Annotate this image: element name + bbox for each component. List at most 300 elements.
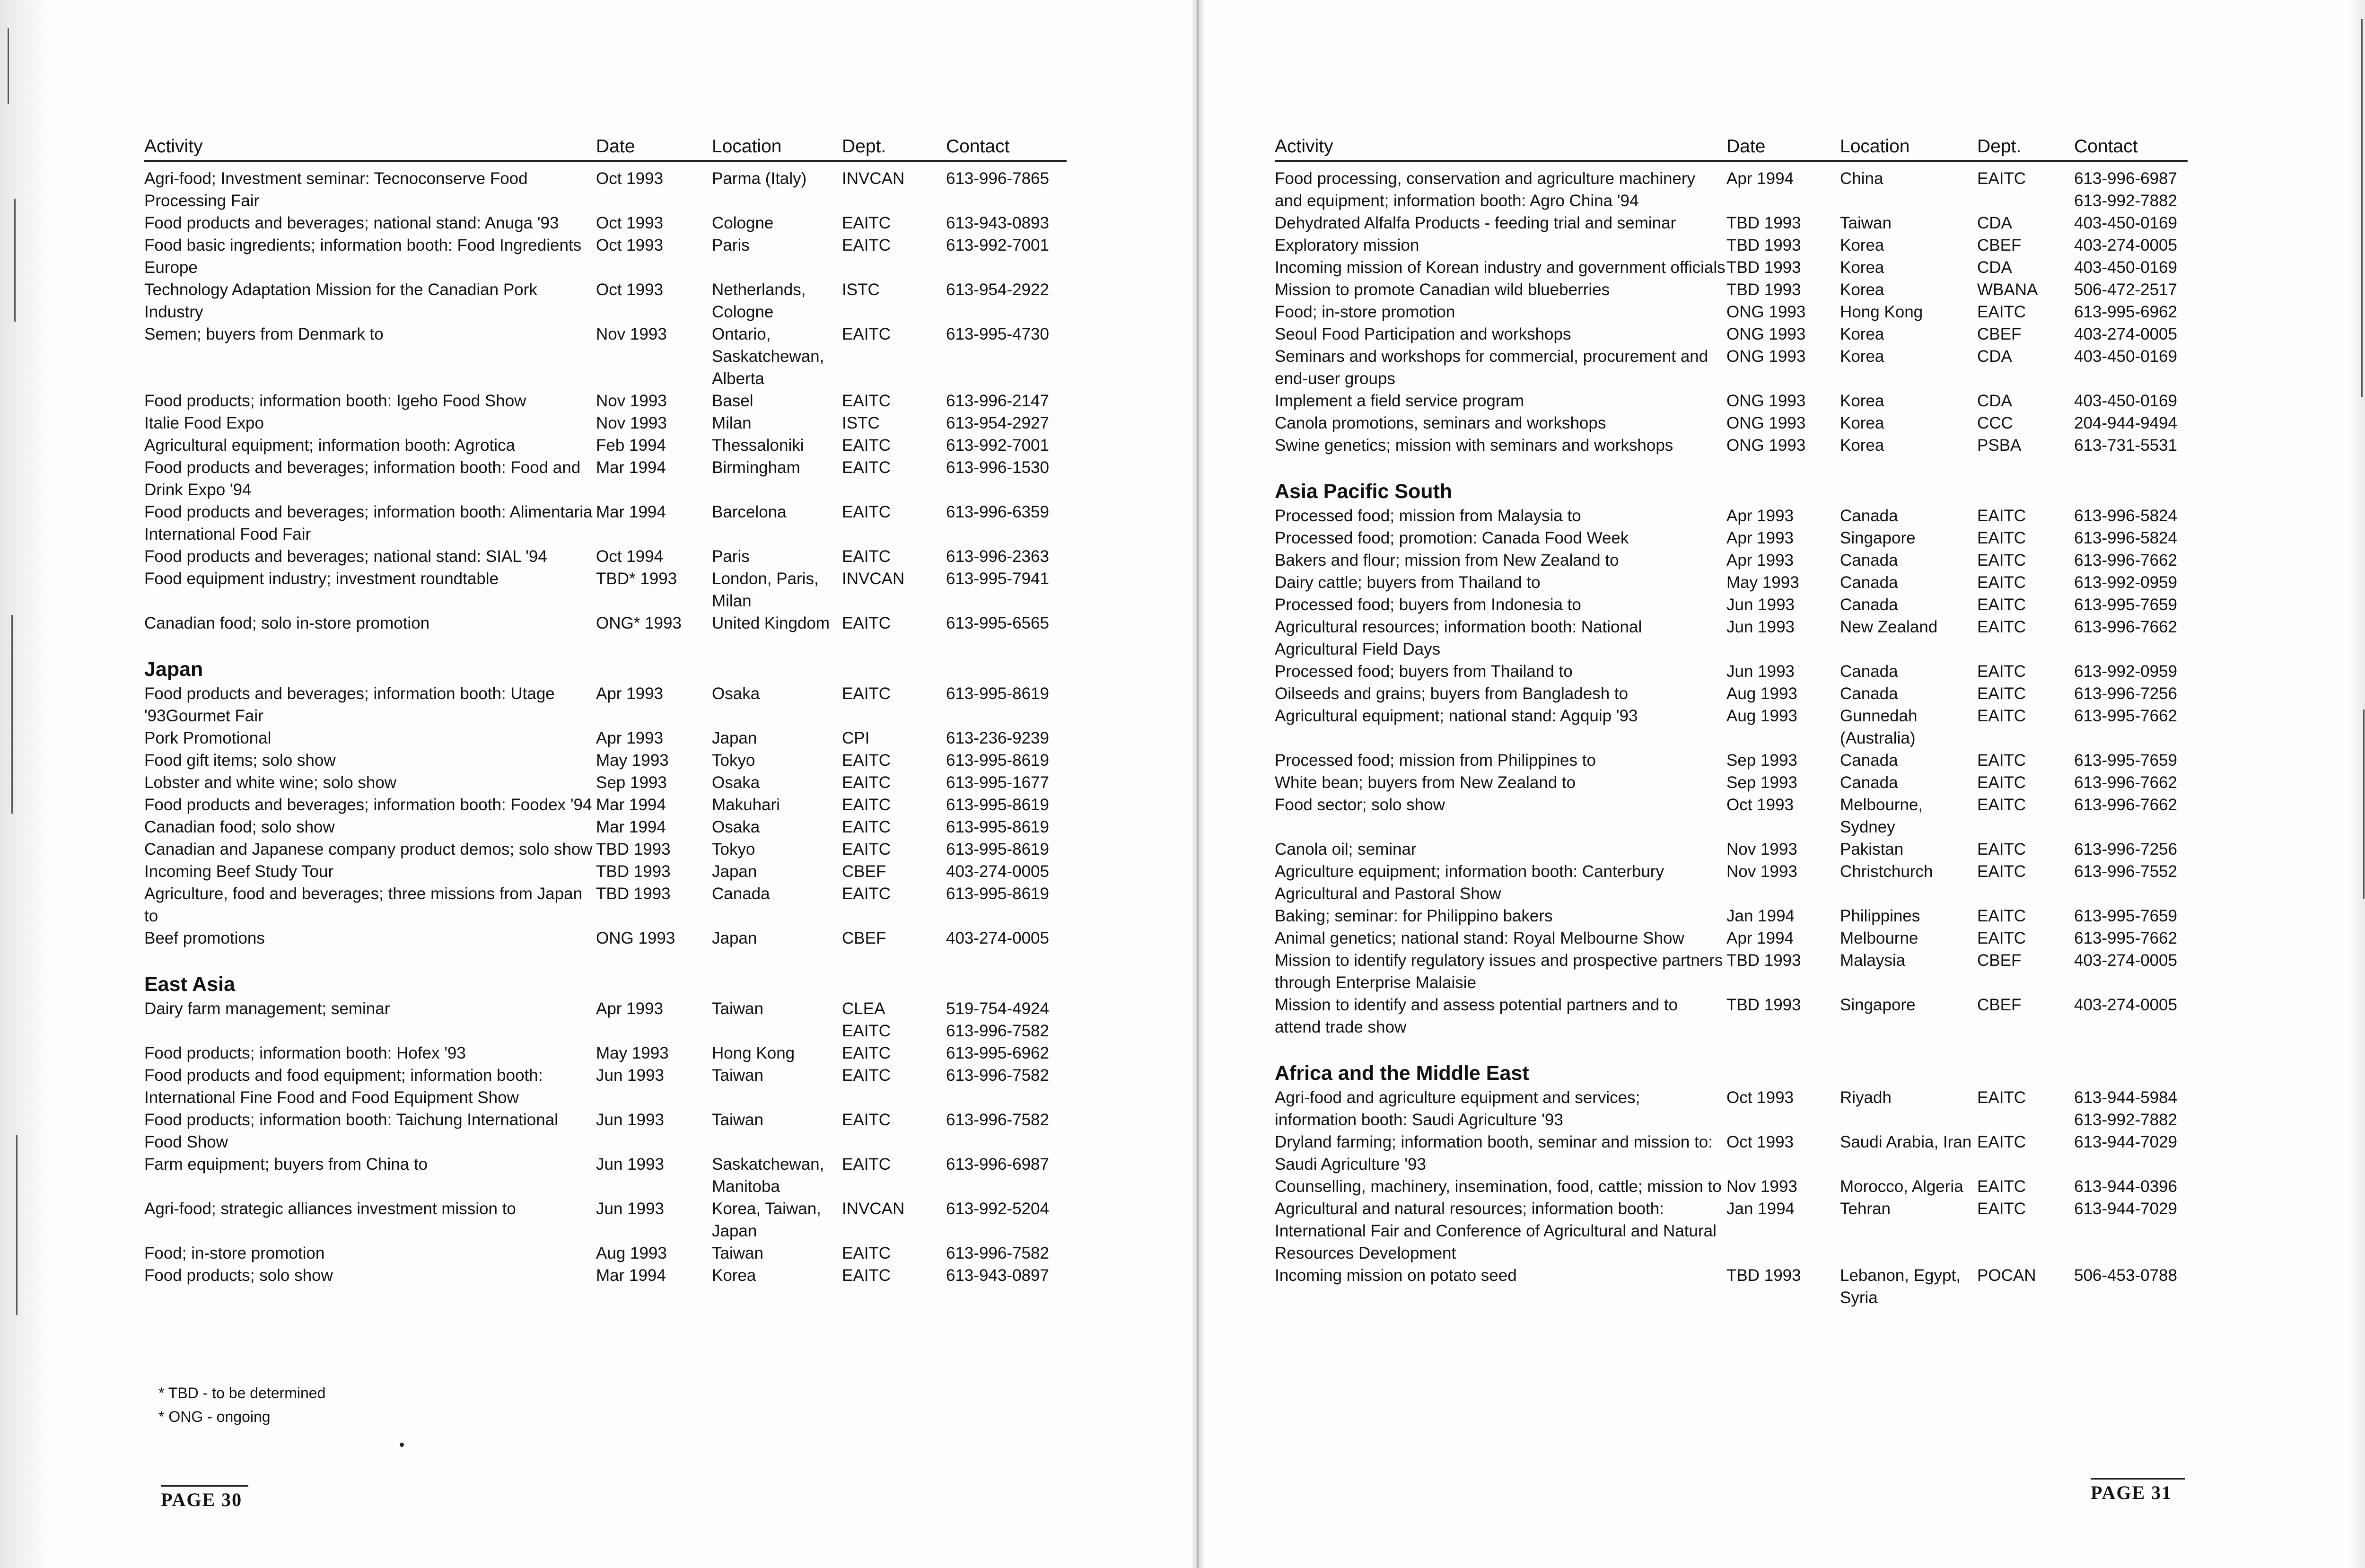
contact-cell: 613-996-7662 xyxy=(2074,796,2177,814)
dept-cell: EAITC xyxy=(1977,751,2026,770)
activity-cell: Canola oil; seminar xyxy=(1275,840,1417,858)
activity-cell: Agricultural equipment; information booth: Agrotica xyxy=(144,436,516,455)
dept-cell: EAITC xyxy=(842,614,891,632)
location-cell: Makuhari xyxy=(712,796,780,814)
activity-cell: Food sector; solo show xyxy=(1275,796,1445,814)
activity-cell: Animal genetics; national stand: Royal Melbourne Show xyxy=(1275,929,1684,947)
dept-cell: EAITC xyxy=(842,1066,891,1085)
activity-cell: Bakers and flour; mission from New Zealand to xyxy=(1275,551,1619,569)
dept-cell: EAITC xyxy=(842,1044,891,1062)
date-cell: TBD 1993 xyxy=(1726,996,1801,1014)
location-cell: Tokyo xyxy=(712,840,755,858)
location-cell: Korea, Taiwan, Japan xyxy=(712,1200,821,1240)
left-activity-table xyxy=(144,133,1067,1287)
dept-cell: CBEF xyxy=(1977,236,2022,254)
activity-cell: Agricultural equipment; national stand: Agquip '93 xyxy=(1275,707,1638,725)
table-row xyxy=(1275,1198,2188,1264)
activity-cell: Canadian food; solo in-store promotion xyxy=(144,614,430,632)
table-row xyxy=(144,545,1067,568)
contact-cell: 613-996-5824 xyxy=(2074,529,2177,547)
section-heading-row xyxy=(144,949,1067,998)
table-row xyxy=(1275,749,2188,771)
date-cell: TBD 1993 xyxy=(596,885,671,903)
page-number-left: PAGE 30 xyxy=(161,1485,248,1511)
contact-cell: 613-995-8619 xyxy=(946,885,1049,903)
date-cell: Apr 1993 xyxy=(596,729,664,747)
date-cell: Mar 1994 xyxy=(596,796,666,814)
date-cell: Jun 1993 xyxy=(596,1200,665,1218)
table-row xyxy=(1275,412,2188,434)
dept-cell: EAITC xyxy=(1977,907,2026,925)
dept-cell: CDA xyxy=(1977,347,2012,366)
dept-cell: EAITC xyxy=(1977,529,2026,547)
activity-cell: Processed food; buyers from Thailand to xyxy=(1275,662,1573,681)
date-cell: TBD 1993 xyxy=(596,862,671,881)
footnote-tbd: * TBD - to be determined xyxy=(158,1384,326,1402)
activity-cell: Agriculture equipment; information booth: Canterbury Agricultural and Pastoral Show xyxy=(1275,862,1664,903)
date-cell: TBD 1993 xyxy=(1726,951,1801,970)
table-row xyxy=(144,390,1067,412)
contact-cell: 613-996-7582 xyxy=(946,1244,1049,1262)
dept-cell: PSBA xyxy=(1977,436,2022,455)
section-heading: Japan xyxy=(144,658,203,681)
location-cell: Hong Kong xyxy=(1840,303,1923,321)
contact-cell: 403-274-0005 xyxy=(946,862,1049,881)
activity-cell: Agriculture, food and beverages; three missions from Japan to xyxy=(144,885,583,925)
activity-cell: Mission to identify and assess potential partners and to attend trade show xyxy=(1275,996,1678,1036)
location-cell: Singapore xyxy=(1840,529,1916,547)
contact-cell: 613-996-2147 xyxy=(946,392,1049,410)
date-cell: Apr 1994 xyxy=(1726,169,1794,188)
contact-cell: 613-954-2927 xyxy=(946,414,1049,432)
contact-cell: 613-996-5824 xyxy=(2074,507,2177,525)
activity-cell: Mission to identify regulatory issues and prospective partners through Enterprise Malaisie xyxy=(1275,951,1723,992)
contact-cell: 613-943-0897 xyxy=(946,1266,1049,1285)
table-row xyxy=(1275,505,2188,527)
date-cell: TBD* 1993 xyxy=(596,569,677,588)
location-cell: Japan xyxy=(712,929,757,947)
dept-cell: EAITC xyxy=(842,325,891,343)
contact-cell: 613-996-7552 xyxy=(2074,862,2177,881)
location-cell: Barcelona xyxy=(712,503,787,521)
table-row xyxy=(144,771,1067,794)
activity-cell: Canadian food; solo show xyxy=(144,818,335,836)
dept-cell: CBEF xyxy=(842,929,886,947)
activity-cell: Food products; information booth: Taichung International Food Show xyxy=(144,1111,558,1151)
dept-cell: EAITC xyxy=(1977,1200,2026,1218)
date-cell: Sep 1993 xyxy=(596,773,667,792)
contact-cell: 613-236-9239 xyxy=(946,729,1049,747)
table-row xyxy=(1275,390,2188,412)
date-cell: Mar 1994 xyxy=(596,1266,666,1285)
location-cell: Taiwan xyxy=(712,999,763,1018)
date-cell: Nov 1993 xyxy=(596,414,667,432)
contact-cell: 613-995-8619 xyxy=(946,684,1049,703)
date-cell: ONG 1993 xyxy=(1726,325,1806,343)
location-cell: United Kingdom xyxy=(712,614,830,632)
header-dept: Dept. xyxy=(842,133,946,161)
dept-cell: EAITC xyxy=(842,1111,891,1129)
location-cell: Melbourne, Sydney xyxy=(1840,796,1923,836)
date-cell: ONG 1993 xyxy=(1726,392,1806,410)
activity-cell: Food products and beverages; information booth: Utage '93Gourmet Fair xyxy=(144,684,555,725)
dept-cell: EAITC xyxy=(842,236,891,254)
header-dept: Dept. xyxy=(1977,133,2074,161)
date-cell: ONG* 1993 xyxy=(596,614,682,632)
date-cell: Oct 1993 xyxy=(1726,1133,1794,1151)
location-cell: Korea xyxy=(1840,236,1884,254)
contact-cell: 613-996-7256 xyxy=(2074,840,2177,858)
activity-cell: Canadian and Japanese company product demos; solo show xyxy=(144,840,593,858)
contact-cell: 613-944-7029 xyxy=(2074,1200,2177,1218)
table-row xyxy=(1275,660,2188,683)
location-cell: Thessaloniki xyxy=(712,436,804,455)
location-cell: Canada xyxy=(1840,773,1898,792)
date-cell: Oct 1993 xyxy=(596,236,664,254)
date-cell: Nov 1993 xyxy=(596,325,667,343)
location-cell: Canada xyxy=(1840,684,1898,703)
activity-cell: Food processing, conservation and agriculture machinery and equipment; information booth: Agro China '94 xyxy=(1275,169,1696,210)
table-row xyxy=(1275,256,2188,279)
activity-cell: Processed food; mission from Philippines to xyxy=(1275,751,1596,770)
location-cell: Singapore xyxy=(1840,996,1916,1014)
location-cell: Korea xyxy=(712,1266,756,1285)
activity-cell: Agri-food; Investment seminar: Tecnoconserve Food Processing Fair xyxy=(144,169,528,210)
date-cell: TBD 1993 xyxy=(1726,214,1801,232)
activity-cell: Dairy cattle; buyers from Thailand to xyxy=(1275,573,1541,592)
date-cell: Mar 1994 xyxy=(596,458,666,477)
activity-cell: Food products and beverages; national stand: SIAL '94 xyxy=(144,547,547,566)
table-row xyxy=(144,1153,1067,1198)
dept-cell: ISTC xyxy=(842,414,880,432)
header-activity: Activity xyxy=(144,133,596,161)
location-cell: Lebanon, Egypt, Syria xyxy=(1840,1266,1961,1307)
date-cell: TBD 1993 xyxy=(596,840,671,858)
activity-cell: Oilseeds and grains; buyers from Bangladesh to xyxy=(1275,684,1629,703)
table-row xyxy=(144,212,1067,234)
activity-cell: Italie Food Expo xyxy=(144,414,264,432)
activity-cell: Food products and beverages; information booth: Food and Drink Expo '94 xyxy=(144,458,581,499)
dept-cell: EAITC xyxy=(842,1244,891,1262)
activity-cell: Agricultural and natural resources; information booth: International Fair and Conference of Agricultural and Natural Resources Development xyxy=(1275,1200,1717,1262)
activity-cell: Incoming Beef Study Tour xyxy=(144,862,334,881)
dept-cell: ISTC xyxy=(842,280,880,299)
page-number-right: PAGE 31 xyxy=(2091,1478,2185,1504)
date-cell: Nov 1993 xyxy=(1726,1177,1797,1196)
date-cell: ONG 1993 xyxy=(1726,303,1806,321)
dept-cell: CBEF xyxy=(1977,996,2022,1014)
date-cell: Oct 1993 xyxy=(596,169,664,188)
dept-cell: CBEF xyxy=(1977,325,2022,343)
date-cell: May 1993 xyxy=(1726,573,1799,592)
dept-cell: EAITC xyxy=(1977,840,2026,858)
dept-cell: CBEF xyxy=(1977,951,2022,970)
location-cell: Pakistan xyxy=(1840,840,1904,858)
dept-cell: EAITC xyxy=(1977,573,2026,592)
left-table-body xyxy=(144,161,1067,1287)
contact-cell: 204-944-9494 xyxy=(2074,414,2177,432)
activity-cell: Dryland farming; information booth, seminar and mission to: Saudi Agriculture '93 xyxy=(1275,1133,1713,1174)
location-cell: New Zealand xyxy=(1840,618,1938,636)
date-cell: TBD 1993 xyxy=(1726,236,1801,254)
dept-cell: EAITC xyxy=(842,503,891,521)
contact-cell: 519-754-4924 613-996-7582 xyxy=(946,999,1049,1040)
activity-cell: Implement a field service program xyxy=(1275,392,1524,410)
contact-cell: 613-996-7662 xyxy=(2074,551,2177,569)
location-cell: Canada xyxy=(712,885,770,903)
section-heading-row xyxy=(1275,456,2188,505)
location-cell: Taiwan xyxy=(1840,214,1892,232)
dept-cell: EAITC xyxy=(1977,796,2026,814)
contact-cell: 613-992-7001 xyxy=(946,236,1049,254)
date-cell: ONG 1993 xyxy=(596,929,675,947)
dept-cell: EAITC xyxy=(842,773,891,792)
date-cell: TBD 1993 xyxy=(1726,1266,1801,1285)
activity-cell: Food basic ingredients; information booth: Food Ingredients Europe xyxy=(144,236,582,277)
activity-cell: Processed food; mission from Malaysia to xyxy=(1275,507,1581,525)
location-cell: Birmingham xyxy=(712,458,800,477)
activity-cell: Canola promotions, seminars and workshops xyxy=(1275,414,1606,432)
dept-cell: EAITC xyxy=(1977,596,2026,614)
dept-cell: EAITC xyxy=(842,458,891,477)
table-row xyxy=(1275,527,2188,549)
table-row xyxy=(1275,234,2188,256)
location-cell: Korea xyxy=(1840,392,1884,410)
table-row xyxy=(144,434,1067,456)
table-row xyxy=(1275,434,2188,456)
contact-cell: 613-996-6359 xyxy=(946,503,1049,521)
date-cell: Jun 1993 xyxy=(1726,596,1795,614)
activity-cell: Dehydrated Alfalfa Products - feeding trial and seminar xyxy=(1275,214,1676,232)
location-cell: Christchurch xyxy=(1840,862,1933,881)
contact-cell: 613-995-6962 xyxy=(946,1044,1049,1062)
header-date: Date xyxy=(1726,133,1840,161)
location-cell: Korea xyxy=(1840,347,1884,366)
dept-cell: EAITC xyxy=(1977,662,2026,681)
contact-cell: 613-996-2363 xyxy=(946,547,1049,566)
date-cell: Aug 1993 xyxy=(596,1244,667,1262)
contact-cell: 613-995-8619 xyxy=(946,751,1049,770)
dept-cell: CDA xyxy=(1977,214,2012,232)
contact-cell: 613-992-0959 xyxy=(2074,573,2177,592)
location-cell: Ontario, Saskatchewan, Alberta xyxy=(712,325,824,388)
location-cell: London, Paris, Milan xyxy=(712,569,819,610)
right-page-edge xyxy=(2347,0,2365,1568)
activity-cell: Mission to promote Canadian wild blueberries xyxy=(1275,280,1610,299)
location-cell: Paris xyxy=(712,236,750,254)
activity-cell: Processed food; promotion: Canada Food Week xyxy=(1275,529,1629,547)
dept-cell: EAITC xyxy=(842,751,891,770)
dept-cell: INVCAN xyxy=(842,569,905,588)
activity-cell: White bean; buyers from New Zealand to xyxy=(1275,773,1576,792)
dept-cell: EAITC xyxy=(1977,929,2026,947)
table-row xyxy=(1275,994,2188,1038)
activity-cell: Seoul Food Participation and workshops xyxy=(1275,325,1571,343)
activity-cell: Dairy farm management; seminar xyxy=(144,999,390,1018)
table-row xyxy=(144,1109,1067,1153)
date-cell: Feb 1994 xyxy=(596,436,666,455)
date-cell: Apr 1993 xyxy=(1726,551,1794,569)
table-row xyxy=(1275,771,2188,794)
date-cell: Nov 1993 xyxy=(596,392,667,410)
location-cell: Saskatchewan, Manitoba xyxy=(712,1155,824,1196)
location-cell: Canada xyxy=(1840,751,1898,770)
contact-cell: 613-995-6565 xyxy=(946,614,1049,632)
date-cell: Apr 1993 xyxy=(1726,529,1794,547)
table-row xyxy=(144,234,1067,279)
table-row xyxy=(1275,1086,2188,1131)
table-row xyxy=(1275,616,2188,660)
location-cell: Canada xyxy=(1840,596,1898,614)
date-cell: Apr 1993 xyxy=(1726,507,1794,525)
activity-cell: Food; in-store promotion xyxy=(1275,303,1455,321)
contact-cell: 403-274-0005 xyxy=(2074,325,2177,343)
contact-cell: 613-995-4730 xyxy=(946,325,1049,343)
section-heading: East Asia xyxy=(144,973,236,996)
date-cell: ONG 1993 xyxy=(1726,436,1806,455)
activity-cell: Semen; buyers from Denmark to xyxy=(144,325,384,343)
table-row xyxy=(1275,949,2188,994)
location-cell: Morocco, Algeria xyxy=(1840,1177,1963,1196)
date-cell: Nov 1993 xyxy=(1726,862,1797,881)
contact-cell: 613-996-6987 613-992-7882 xyxy=(2074,169,2177,210)
contact-cell: 403-450-0169 xyxy=(2074,258,2177,277)
right-table-body xyxy=(1275,161,2188,1309)
date-cell: Jun 1993 xyxy=(596,1155,665,1174)
dept-cell: EAITC xyxy=(842,1266,891,1285)
contact-cell: 613-992-7001 xyxy=(946,436,1049,455)
table-row xyxy=(144,727,1067,749)
table-row xyxy=(1275,905,2188,927)
table-row xyxy=(1275,683,2188,705)
date-cell: Oct 1993 xyxy=(596,280,664,299)
contact-cell: 613-731-5531 xyxy=(2074,436,2177,455)
table-row xyxy=(1275,571,2188,594)
table-row xyxy=(144,1242,1067,1264)
table-row xyxy=(144,323,1067,390)
contact-cell: 613-995-7659 xyxy=(2074,751,2177,770)
location-cell: Philippines xyxy=(1840,907,1920,925)
activity-cell: Food products and beverages; information booth: Foodex '94 xyxy=(144,796,592,814)
date-cell: May 1993 xyxy=(596,1044,669,1062)
location-cell: Korea xyxy=(1840,414,1884,432)
dept-cell: CBEF xyxy=(842,862,886,881)
location-cell: Melbourne xyxy=(1840,929,1918,947)
contact-cell: 403-274-0005 xyxy=(2074,996,2177,1014)
activity-cell: Seminars and workshops for commercial, procurement and end-user groups xyxy=(1275,347,1708,388)
contact-cell: 613-995-8619 xyxy=(946,796,1049,814)
dept-cell: EAITC xyxy=(1977,1088,2026,1107)
header-location: Location xyxy=(1840,133,1977,161)
location-cell: Malaysia xyxy=(1840,951,1906,970)
table-row xyxy=(144,927,1067,949)
location-cell: Cologne xyxy=(712,214,774,232)
date-cell: Oct 1993 xyxy=(596,214,664,232)
location-cell: Canada xyxy=(1840,662,1898,681)
activity-cell: Food gift items; solo show xyxy=(144,751,336,770)
table-row xyxy=(144,1042,1067,1064)
table-row xyxy=(144,568,1067,612)
table-row xyxy=(1275,1264,2188,1309)
dept-cell: WBANA xyxy=(1977,280,2038,299)
dept-cell: EAITC xyxy=(1977,507,2026,525)
header-contact: Contact xyxy=(946,133,1067,161)
date-cell: Sep 1993 xyxy=(1726,751,1797,770)
section-heading: Asia Pacific South xyxy=(1275,480,1453,503)
location-cell: Canada xyxy=(1840,573,1898,592)
date-cell: Apr 1993 xyxy=(596,684,664,703)
location-cell: Canada xyxy=(1840,551,1898,569)
activity-cell: Food products and beverages; information booth: Alimentaria International Food Fair xyxy=(144,503,593,543)
date-cell: Jun 1993 xyxy=(596,1066,665,1085)
location-cell: Taiwan xyxy=(712,1066,763,1085)
activity-cell: Agri-food and agriculture equipment and services; information booth: Saudi Agriculture '93 xyxy=(1275,1088,1640,1129)
location-cell: China xyxy=(1840,169,1883,188)
table-row xyxy=(1275,1131,2188,1175)
stray-dot xyxy=(400,1443,404,1447)
contact-cell: 613-996-7582 xyxy=(946,1066,1049,1085)
dept-cell: EAITC xyxy=(842,214,891,232)
footnote-ong: * ONG - ongoing xyxy=(158,1408,271,1425)
contact-cell: 613-944-0396 xyxy=(2074,1177,2177,1196)
contact-cell: 613-943-0893 xyxy=(946,214,1049,232)
contact-cell: 613-996-7662 xyxy=(2074,618,2177,636)
location-cell: Korea xyxy=(1840,325,1884,343)
location-cell: Canada xyxy=(1840,507,1898,525)
header-contact: Contact xyxy=(2074,133,2188,161)
contact-cell: 613-944-5984 613-992-7882 xyxy=(2074,1088,2177,1129)
date-cell: Mar 1994 xyxy=(596,503,666,521)
dept-cell: EAITC xyxy=(1977,684,2026,703)
dept-cell: EAITC xyxy=(1977,707,2026,725)
date-cell: Aug 1993 xyxy=(1726,684,1797,703)
date-cell: Jan 1994 xyxy=(1726,1200,1795,1218)
contact-cell: 613-992-0959 xyxy=(2074,662,2177,681)
table-row xyxy=(1275,860,2188,905)
table-row xyxy=(144,749,1067,771)
date-cell: Apr 1994 xyxy=(1726,929,1794,947)
activity-cell: Food products; solo show xyxy=(144,1266,333,1285)
table-row xyxy=(144,816,1067,838)
activity-cell: Beef promotions xyxy=(144,929,265,947)
dept-cell: EAITC xyxy=(1977,169,2026,188)
date-cell: Mar 1994 xyxy=(596,818,666,836)
contact-cell: 613-995-8619 xyxy=(946,818,1049,836)
date-cell: Jun 1993 xyxy=(1726,618,1795,636)
location-cell: Netherlands, Cologne xyxy=(712,280,806,321)
location-cell: Taiwan xyxy=(712,1244,763,1262)
activity-cell: Incoming mission of Korean industry and government officials xyxy=(1275,258,1726,277)
table-row xyxy=(144,883,1067,927)
activity-cell: Farm equipment; buyers from China to xyxy=(144,1155,428,1174)
date-cell: Jun 1993 xyxy=(1726,662,1795,681)
table-row xyxy=(144,412,1067,434)
location-cell: Japan xyxy=(712,729,757,747)
location-cell: Korea xyxy=(1840,436,1884,455)
section-heading: Africa and the Middle East xyxy=(1275,1062,1529,1085)
location-cell: Parma (Italy) xyxy=(712,169,807,188)
table-row xyxy=(144,838,1067,860)
date-cell: Jan 1994 xyxy=(1726,907,1795,925)
footnotes xyxy=(158,1381,325,1428)
contact-cell: 403-274-0005 xyxy=(2074,951,2177,970)
contact-cell: 506-472-2517 xyxy=(2074,280,2177,299)
table-row xyxy=(144,279,1067,323)
activity-cell: Counselling, machinery, insemination, food, cattle; mission to xyxy=(1275,1177,1722,1196)
dept-cell: EAITC xyxy=(842,840,891,858)
location-cell: Riyadh xyxy=(1840,1088,1892,1107)
table-row xyxy=(1275,279,2188,301)
